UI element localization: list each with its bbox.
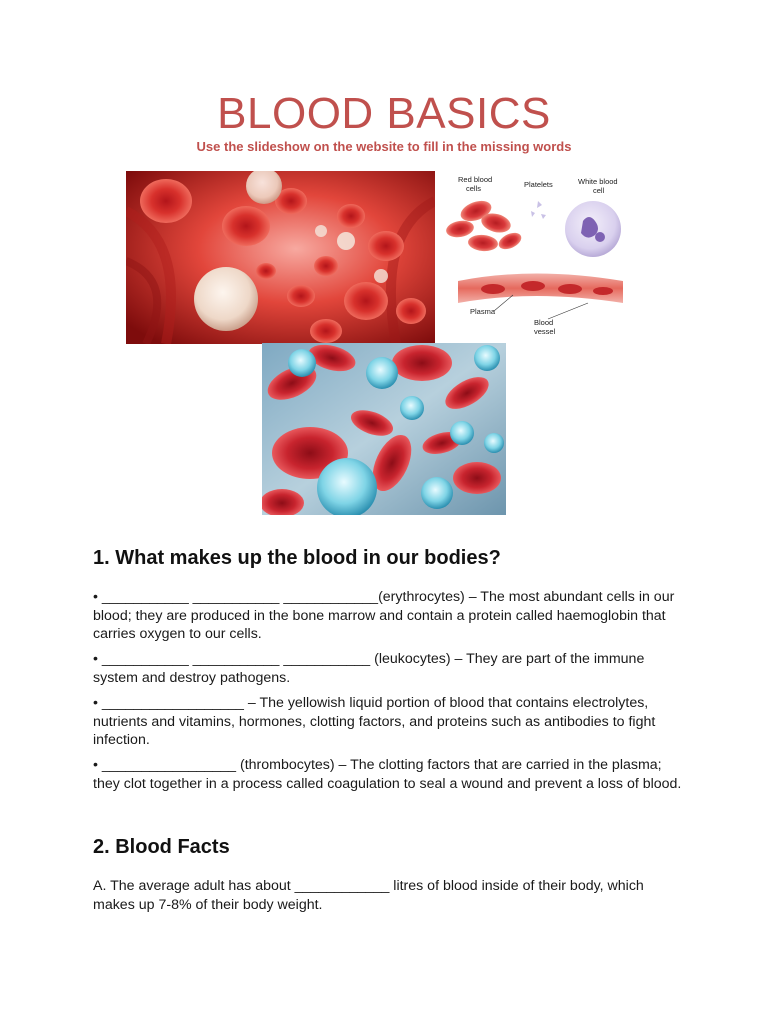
label-red-blood-cells: Red blood bbox=[458, 175, 493, 184]
list-item-plasma: • __________________ – The yellowish liquid portion of blood that contains electrolytes, nutrients and vitamins, hormones, clotting factors, and proteins such as antibodies to fight infection. bbox=[93, 695, 656, 748]
fact-item-a: A. The average adult has about ____________ litres of blood inside of their body, which makes up 7-8% of their body weight. bbox=[93, 878, 644, 913]
list-item-erythrocytes: • ___________ ___________ ____________(erythrocytes) – The most abundant cells in our blood; they are produced in the bone marrow and contain a protein called haemoglobin that carries oxygen to our cells. bbox=[93, 589, 675, 642]
blood-components-diagram bbox=[438, 171, 628, 341]
list-item-leukocytes: • ___________ ___________ ___________ (leukocytes) – They are part of the immune system and destroy pathogens. bbox=[93, 651, 645, 686]
label-red-blood-cells-2: cells bbox=[466, 184, 482, 193]
blood-cells-image bbox=[262, 343, 506, 515]
label-white-blood-cell: White blood bbox=[578, 177, 618, 186]
label-white-blood-cell-2: cell bbox=[593, 186, 605, 195]
page-title: BLOOD BASICS bbox=[217, 89, 551, 138]
blood-vessel-image bbox=[126, 171, 435, 344]
list-item-thrombocytes: • _________________ (thrombocytes) – The clotting factors that are carried in the plasma; they clot together in a process called coagulation to seal a wound and prevent a loss of blood. bbox=[93, 757, 682, 792]
page-subtitle: Use the slideshow on the website to fill in the missing words bbox=[196, 139, 572, 154]
section-heading-blood-composition: 1. What makes up the blood in our bodies? bbox=[93, 547, 501, 569]
section-heading-blood-facts: 2. Blood Facts bbox=[93, 836, 230, 858]
label-blood-vessel-2: vessel bbox=[534, 327, 556, 336]
label-plasma: Plasma bbox=[470, 307, 496, 316]
label-blood-vessel: Blood bbox=[534, 318, 554, 327]
label-platelets: Platelets bbox=[524, 180, 553, 189]
